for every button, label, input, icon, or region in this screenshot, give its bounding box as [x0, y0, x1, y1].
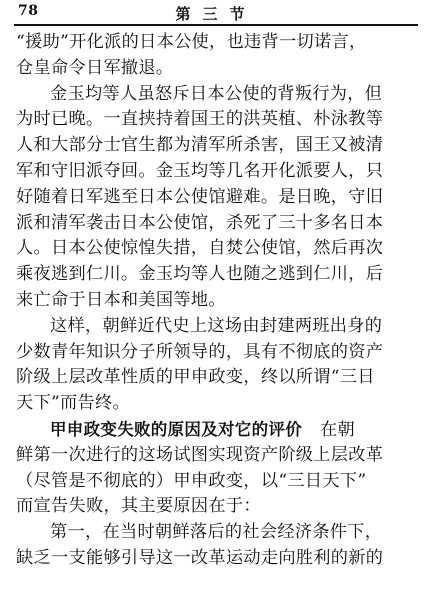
page-number: 78 [18, 3, 39, 19]
text-line: 缺乏一支能够引导这一改革运动走向胜利的新的 [16, 547, 384, 568]
text-line: 好随着日军逃至日本公使馆避难。是日晚，守旧 [16, 186, 384, 207]
paragraph-start: 金玉均等人虽怒斥日本公使的背叛行为，但 [50, 83, 383, 104]
text-line: 而宣告失败，其主要原因在于： [16, 496, 261, 517]
page-header [14, 0, 418, 26]
header-rule [14, 24, 418, 26]
text-line: “援助”开化派的日本公使，也违背一切诺言， [16, 32, 367, 52]
text-line: 少数青年知识分子所领导的，具有不彻底的资产 [16, 341, 384, 362]
section-subheading: 甲申政变失败的原因及对它的评价 [50, 419, 302, 439]
subheading-line [16, 417, 412, 443]
section-title: 第三节 [175, 5, 257, 23]
text-line: 鲜第一次进行的这场试图实现资产阶级上层改革 [16, 444, 384, 465]
paragraph-start: 第一，在当时朝鲜落后的社会经济条件下， [50, 522, 383, 543]
text-line: 阶级上层改革性质的甲申政变，终以所谓“三日 [16, 367, 375, 388]
text-line: 人和大部分士官生都为清军所杀害，国王又被清 [16, 135, 384, 156]
text-line: 乘夜逃到仁川。金玉均等人也随之逃到仁川，后 [16, 264, 384, 285]
text-fragment: 在朝 [320, 419, 355, 440]
text-line: 来亡命于日本和美国等地。 [16, 289, 226, 310]
text-line: 天下”而告终。 [16, 393, 131, 414]
text-line: 军和守旧派夺回。金玉均等几名开化派要人，只 [16, 160, 384, 181]
text-line: 派和清军袭击日本公使馆，杀死了三十多名日本 [16, 212, 384, 233]
text-line: 人。日本公使惊惶失措，自焚公使馆，然后再次 [16, 238, 384, 259]
text-line: 为时已晚。一直挟持着国王的洪英植、朴泳教等 [16, 109, 384, 130]
body-text [16, 30, 412, 572]
text-line: 仓皇命令日军撤退。 [16, 57, 174, 78]
paragraph-start: 这样，朝鲜近代史上这场由封建两班出身的 [50, 315, 383, 336]
text-line: （尽管是不彻底的）甲申政变，以“三日天下” [16, 470, 367, 491]
